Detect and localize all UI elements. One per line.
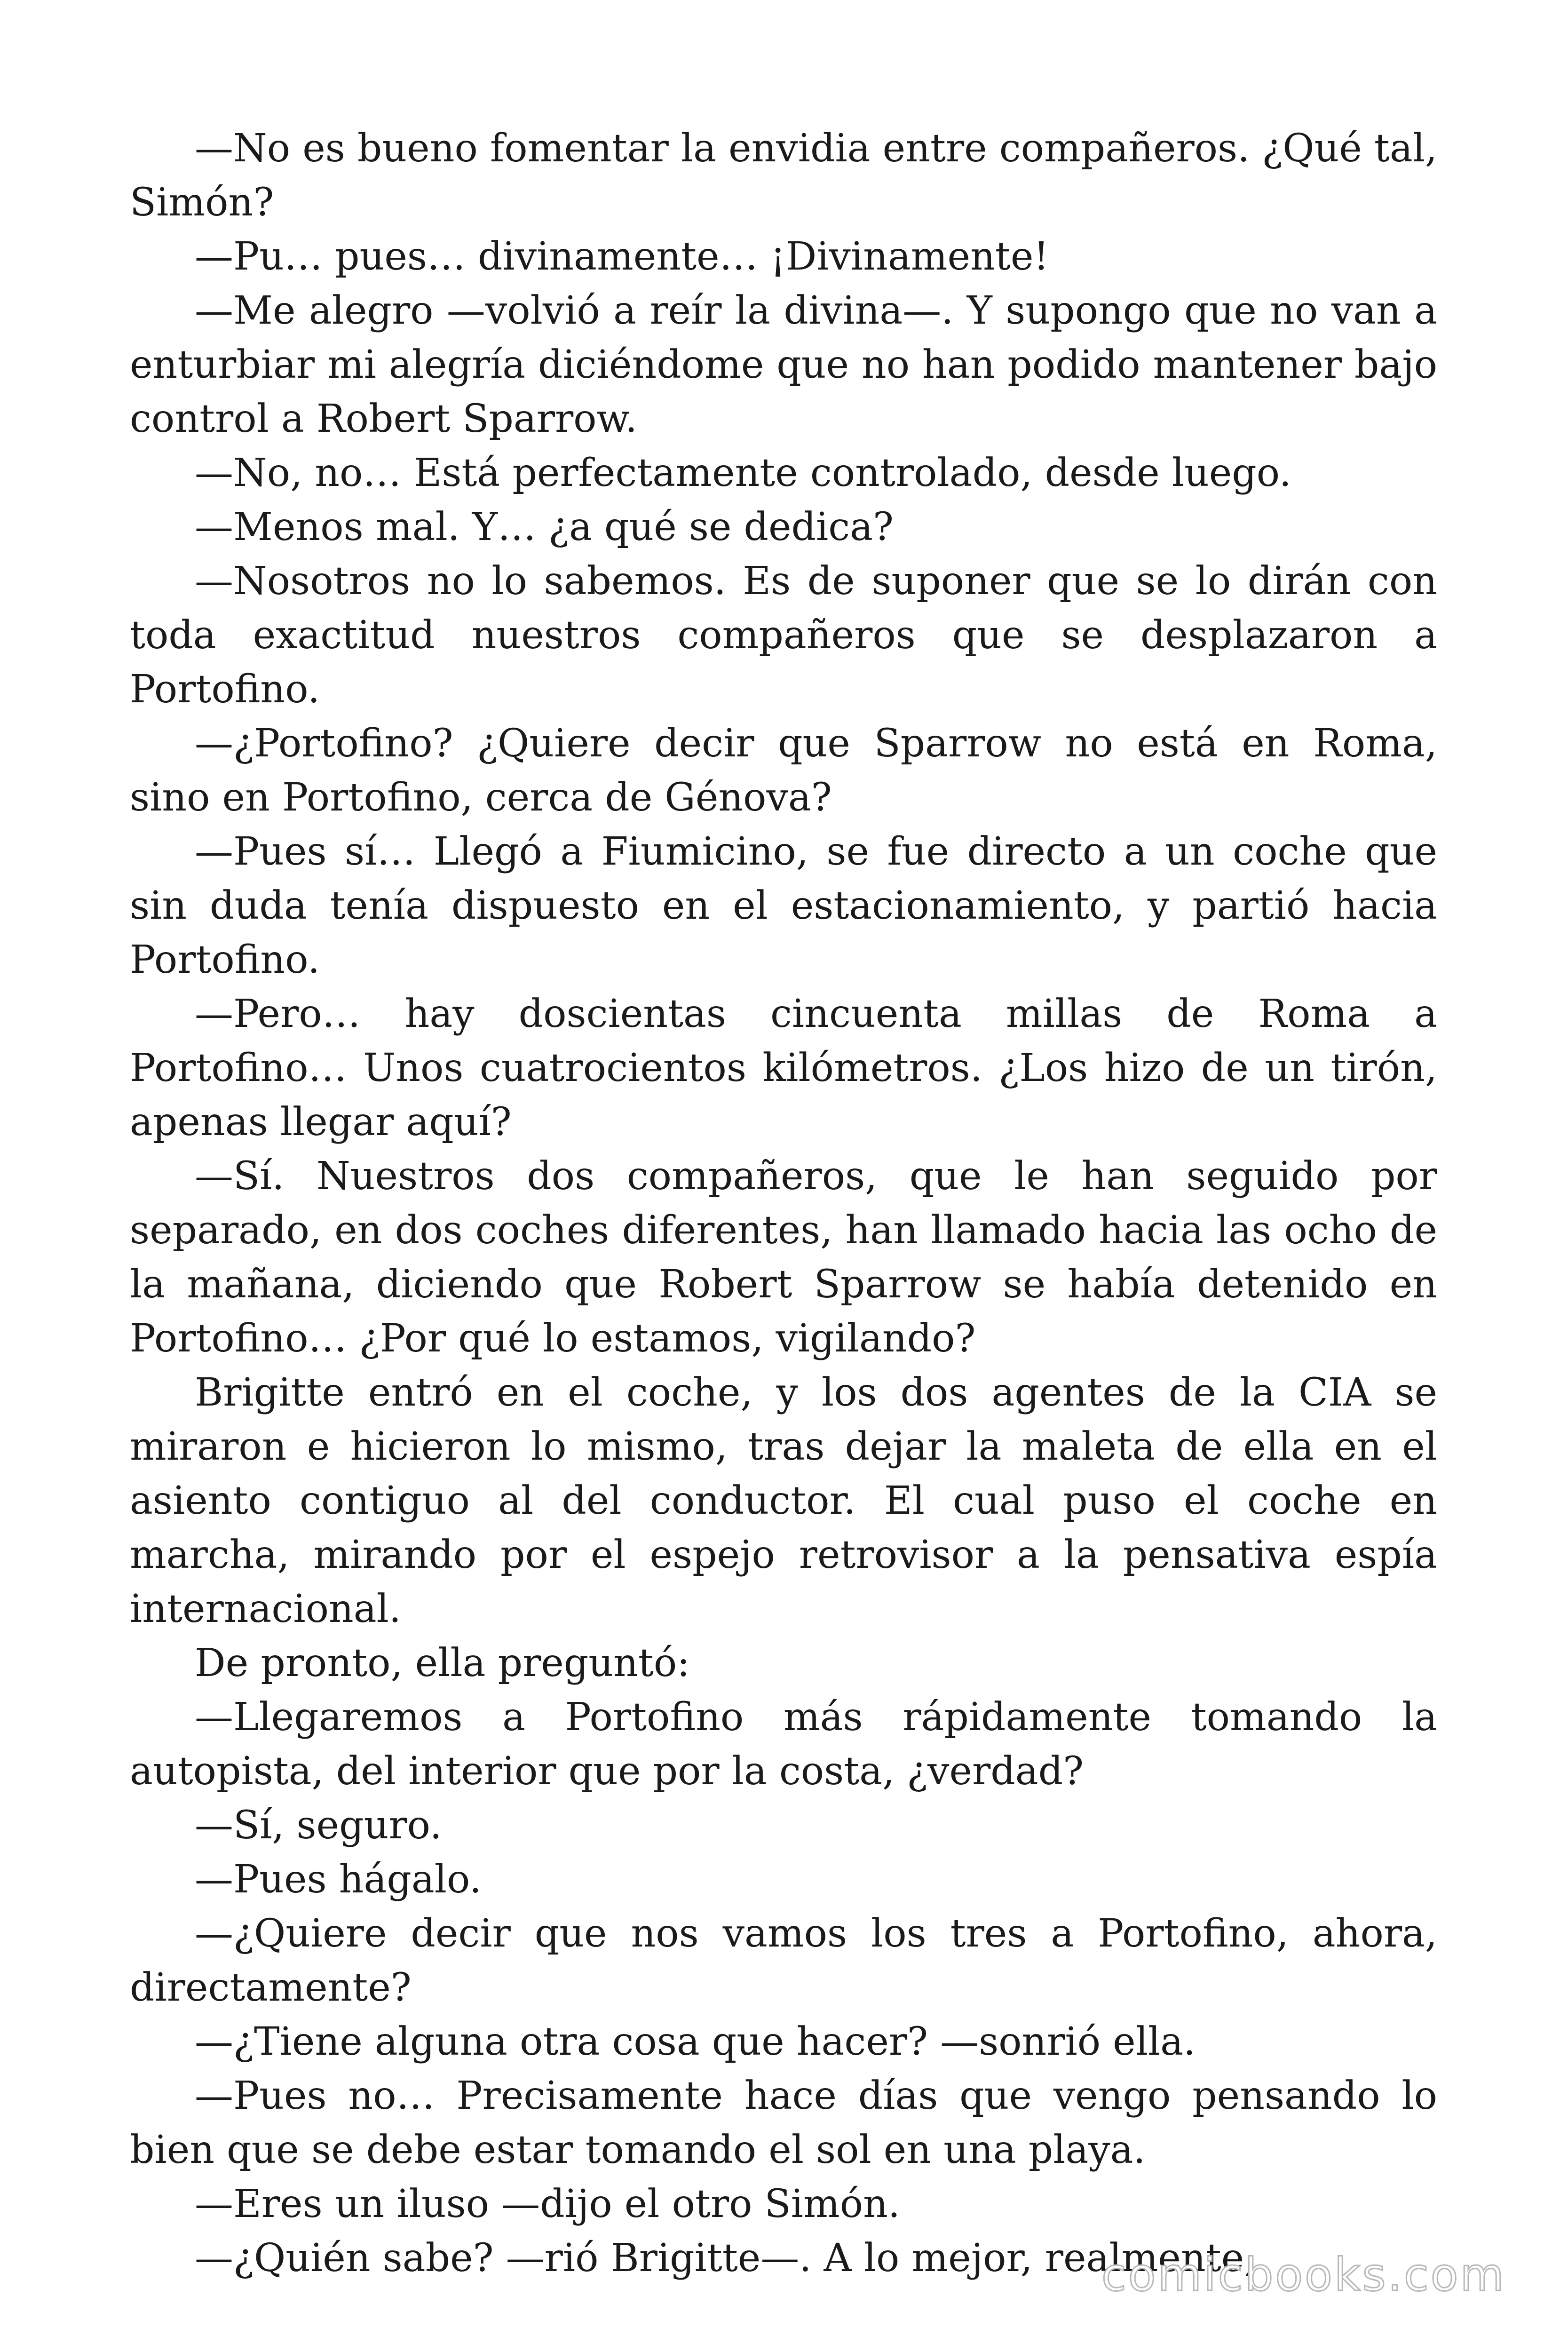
paragraph-7: —¿Portofino? ¿Quiere decir que Sparrow no está en Roma, sino en Portofino, cerca de Génova?: [130, 721, 1437, 820]
watermark-logo: comicbooks.com: [1101, 2249, 1506, 2301]
paragraph-9: —Pero… hay doscientas cincuenta millas de Roma a Portofino… Unos cuatrocientos kilómetros. ¿Los hizo de un tirón, apenas llegar aquí?: [130, 992, 1437, 1144]
paragraph-3: —Me alegro —volvió a reír la divina—. Y supongo que no van a enturbiar mi alegría diciéndome que no han podido mantener bajo control a Robert Sparrow.: [130, 288, 1437, 441]
paragraph-13: —Llegaremos a Portofino más rápidamente tomando la autopista, del interior que por la costa, ¿verdad?: [130, 1695, 1437, 1794]
paragraph-10: —Sí. Nuestros dos compañeros, que le han seguido por separado, en dos coches diferentes, han llamado hacia las ocho de la mañana, diciendo que Robert Sparrow se había detenido en Portofino… ¿Por qué lo estamos, vigilando?: [130, 1154, 1437, 1361]
paragraph-20: —¿Quién sabe? —rió Brigitte—. A lo mejor, realmente,: [195, 2236, 1257, 2280]
paragraph-5: —Menos mal. Y… ¿a qué se dedica?: [195, 505, 894, 549]
paragraph-16: —¿Quiere decir que nos vamos los tres a Portofino, ahora, directamente?: [130, 1911, 1437, 2010]
paragraph-17: —¿Tiene alguna otra cosa que hacer? —sonrió ella.: [195, 2019, 1196, 2064]
paragraph-1: —No es bueno fomentar la envidia entre compañeros. ¿Qué tal, Simón?: [130, 126, 1437, 225]
paragraph-12: De pronto, ella preguntó:: [195, 1641, 690, 1685]
paragraph-18: —Pues no… Precisamente hace días que vengo pensando lo bien que se debe estar tomando el sol en una playa.: [130, 2074, 1437, 2172]
paragraph-2: —Pu… pues… divinamente… ¡Divinamente!: [195, 234, 1049, 279]
paragraph-15: —Pues hágalo.: [195, 1857, 482, 1902]
paragraph-4: —No, no… Está perfectamente controlado, desde luego.: [195, 451, 1291, 495]
paragraph-11: Brigitte entró en el coche, y los dos agentes de la CIA se miraron e hicieron lo mismo, tras dejar la maleta de ella en el asiento contiguo al del conductor. El cual puso el coche en marcha, mirando por el espejo retrovisor a la pensativa espía internacional.: [130, 1370, 1437, 1631]
paragraph-14: —Sí, seguro.: [195, 1803, 442, 1848]
paragraph-8: —Pues sí… Llegó a Fiumicino, se fue directo a un coche que sin duda tenía dispuesto en el estacionamiento, y partió hacia Portofino.: [130, 829, 1437, 982]
paragraph-6: —Nosotros no lo sabemos. Es de suponer que se lo dirán con toda exactitud nuestros compañeros que se desplazaron a Portofino.: [130, 559, 1437, 712]
paragraph-19: —Eres un iluso —dijo el otro Simón.: [195, 2182, 900, 2226]
page-body-text: [130, 121, 1437, 2285]
